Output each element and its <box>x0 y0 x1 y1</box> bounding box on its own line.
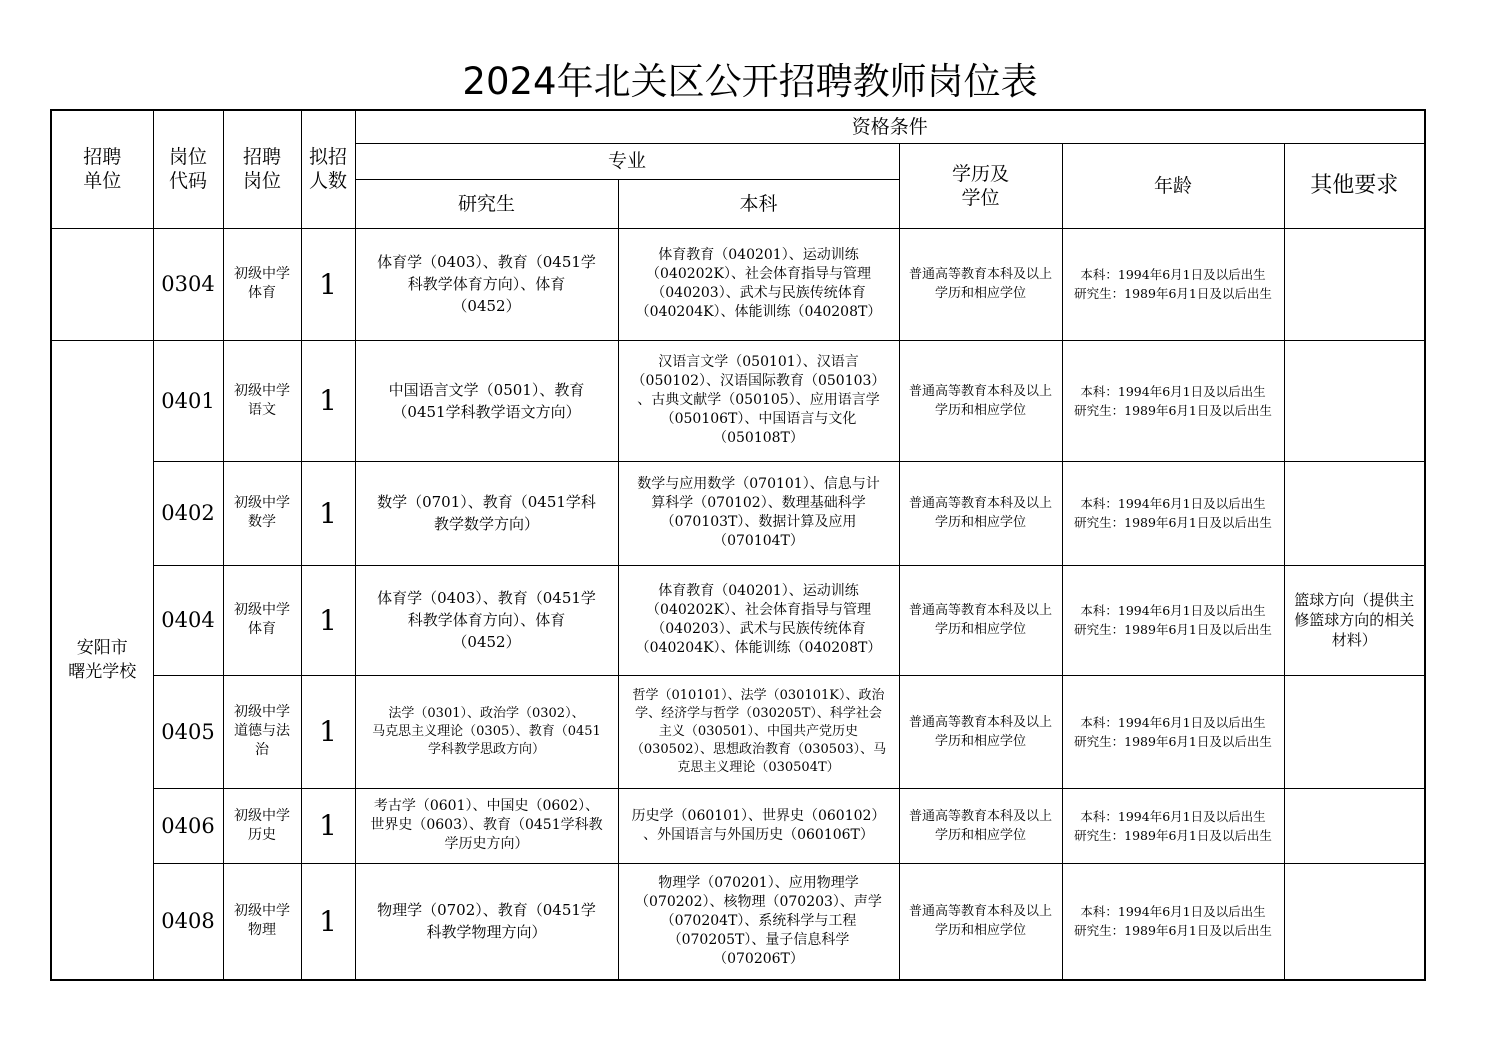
header-graduate: 研究生 <box>355 179 618 228</box>
header-age: 年龄 <box>1062 143 1284 228</box>
education-requirement: 普通高等教育本科及以上 学历和相应学位 <box>899 675 1062 788</box>
table-row <box>51 228 1425 340</box>
hire-count: 1 <box>301 461 355 565</box>
post-name: 初级中学 数学 <box>223 461 301 565</box>
header-qualification: 资格条件 <box>355 110 1425 143</box>
graduate-major: 物理学（0702）、教育（0451学 科教学物理方向） <box>355 863 618 980</box>
age-requirement: 本科：1994年6月1日及以后出生 研究生：1989年6月1日及以后出生 <box>1062 228 1284 340</box>
hire-count: 1 <box>301 863 355 980</box>
header-count: 拟招 人数 <box>301 110 355 228</box>
age-requirement: 本科：1994年6月1日及以后出生 研究生：1989年6月1日及以后出生 <box>1062 565 1284 675</box>
post-code: 0405 <box>153 675 223 788</box>
header-post: 招聘 岗位 <box>223 110 301 228</box>
graduate-major: 中国语言文学（0501）、教育 （0451学科教学语文方向） <box>355 340 618 461</box>
post-code: 0406 <box>153 788 223 863</box>
graduate-major: 考古学（0601）、中国史（0602）、 世界史（0603）、教育（0451学科教 学历史方向） <box>355 788 618 863</box>
header-code: 岗位 代码 <box>153 110 223 228</box>
post-name: 初级中学 历史 <box>223 788 301 863</box>
table-row <box>51 675 1425 788</box>
post-name: 初级中学 体育 <box>223 565 301 675</box>
header-education: 学历及 学位 <box>899 143 1062 228</box>
hiring-unit: 安阳市 曙光学校 <box>51 340 153 980</box>
post-code: 0404 <box>153 565 223 675</box>
table-row <box>51 340 1425 461</box>
hire-count: 1 <box>301 228 355 340</box>
other-requirement <box>1284 228 1425 340</box>
education-requirement: 普通高等教育本科及以上 学历和相应学位 <box>899 228 1062 340</box>
table-row <box>51 565 1425 675</box>
education-requirement: 普通高等教育本科及以上 学历和相应学位 <box>899 461 1062 565</box>
other-requirement <box>1284 340 1425 461</box>
education-requirement: 普通高等教育本科及以上 学历和相应学位 <box>899 788 1062 863</box>
graduate-major: 数学（0701）、教育（0451学科 教学数学方向） <box>355 461 618 565</box>
undergraduate-major: 哲学（010101）、法学（030101K）、政治 学、经济学与哲学（030205T）、科学社会 主义（030501）、中国共产党历史 （030502）、思想政治教育（030503）、马 克思主义理论（030504T） <box>618 675 899 788</box>
header-major: 专业 <box>355 143 899 179</box>
post-name: 初级中学 语文 <box>223 340 301 461</box>
education-requirement: 普通高等教育本科及以上 学历和相应学位 <box>899 340 1062 461</box>
table-row <box>51 461 1425 565</box>
hire-count: 1 <box>301 340 355 461</box>
undergraduate-major: 历史学（060101）、世界史（060102） 、外国语言与外国历史（060106T） <box>618 788 899 863</box>
post-code: 0402 <box>153 461 223 565</box>
header-undergraduate: 本科 <box>618 179 899 228</box>
age-requirement: 本科：1994年6月1日及以后出生 研究生：1989年6月1日及以后出生 <box>1062 340 1284 461</box>
job-table <box>50 109 1426 981</box>
other-requirement <box>1284 461 1425 565</box>
other-requirement <box>1284 788 1425 863</box>
graduate-major: 法学（0301）、政治学（0302）、 马克思主义理论（0305）、教育（0451 学科教学思政方向） <box>355 675 618 788</box>
age-requirement: 本科：1994年6月1日及以后出生 研究生：1989年6月1日及以后出生 <box>1062 675 1284 788</box>
hire-count: 1 <box>301 788 355 863</box>
graduate-major: 体育学（0403）、教育（0451学 科教学体育方向）、体育 （0452） <box>355 565 618 675</box>
age-requirement: 本科：1994年6月1日及以后出生 研究生：1989年6月1日及以后出生 <box>1062 863 1284 980</box>
graduate-major: 体育学（0403）、教育（0451学 科教学体育方向）、体育 （0452） <box>355 228 618 340</box>
post-code: 0304 <box>153 228 223 340</box>
page-title: 2024年北关区公开招聘教师岗位表 <box>462 60 1038 103</box>
education-requirement: 普通高等教育本科及以上 学历和相应学位 <box>899 863 1062 980</box>
education-requirement: 普通高等教育本科及以上 学历和相应学位 <box>899 565 1062 675</box>
undergraduate-major: 体育教育（040201）、运动训练 （040202K）、社会体育指导与管理 （040203）、武术与民族传统体育 （040204K）、体能训练（040208T） <box>618 565 899 675</box>
other-requirement <box>1284 863 1425 980</box>
age-requirement: 本科：1994年6月1日及以后出生 研究生：1989年6月1日及以后出生 <box>1062 788 1284 863</box>
undergraduate-major: 汉语言文学（050101）、汉语言 （050102）、汉语国际教育（050103） 、古典文献学（050105）、应用语言学 （050106T）、中国语言与文化 （050108T） <box>618 340 899 461</box>
hire-count: 1 <box>301 675 355 788</box>
hire-count: 1 <box>301 565 355 675</box>
post-code: 0408 <box>153 863 223 980</box>
undergraduate-major: 体育教育（040201）、运动训练 （040202K）、社会体育指导与管理 （040203）、武术与民族传统体育 （040204K）、体能训练（040208T） <box>618 228 899 340</box>
other-requirement <box>1284 675 1425 788</box>
age-requirement: 本科：1994年6月1日及以后出生 研究生：1989年6月1日及以后出生 <box>1062 461 1284 565</box>
post-name: 初级中学 体育 <box>223 228 301 340</box>
header-unit: 招聘 单位 <box>51 110 153 228</box>
table-row <box>51 788 1425 863</box>
header-other: 其他要求 <box>1284 143 1425 228</box>
post-name: 初级中学 道德与法 治 <box>223 675 301 788</box>
other-requirement: 篮球方向（提供主 修篮球方向的相关 材料） <box>1284 565 1425 675</box>
undergraduate-major: 物理学（070201）、应用物理学 （070202）、核物理（070203）、声学 （070204T）、系统科学与工程 （070205T）、量子信息科学 （070206T） <box>618 863 899 980</box>
unit-cell-empty <box>51 228 153 340</box>
table-row <box>51 863 1425 980</box>
post-code: 0401 <box>153 340 223 461</box>
undergraduate-major: 数学与应用数学（070101）、信息与计 算科学（070102）、数理基础科学 （070103T）、数据计算及应用 （070104T） <box>618 461 899 565</box>
post-name: 初级中学 物理 <box>223 863 301 980</box>
